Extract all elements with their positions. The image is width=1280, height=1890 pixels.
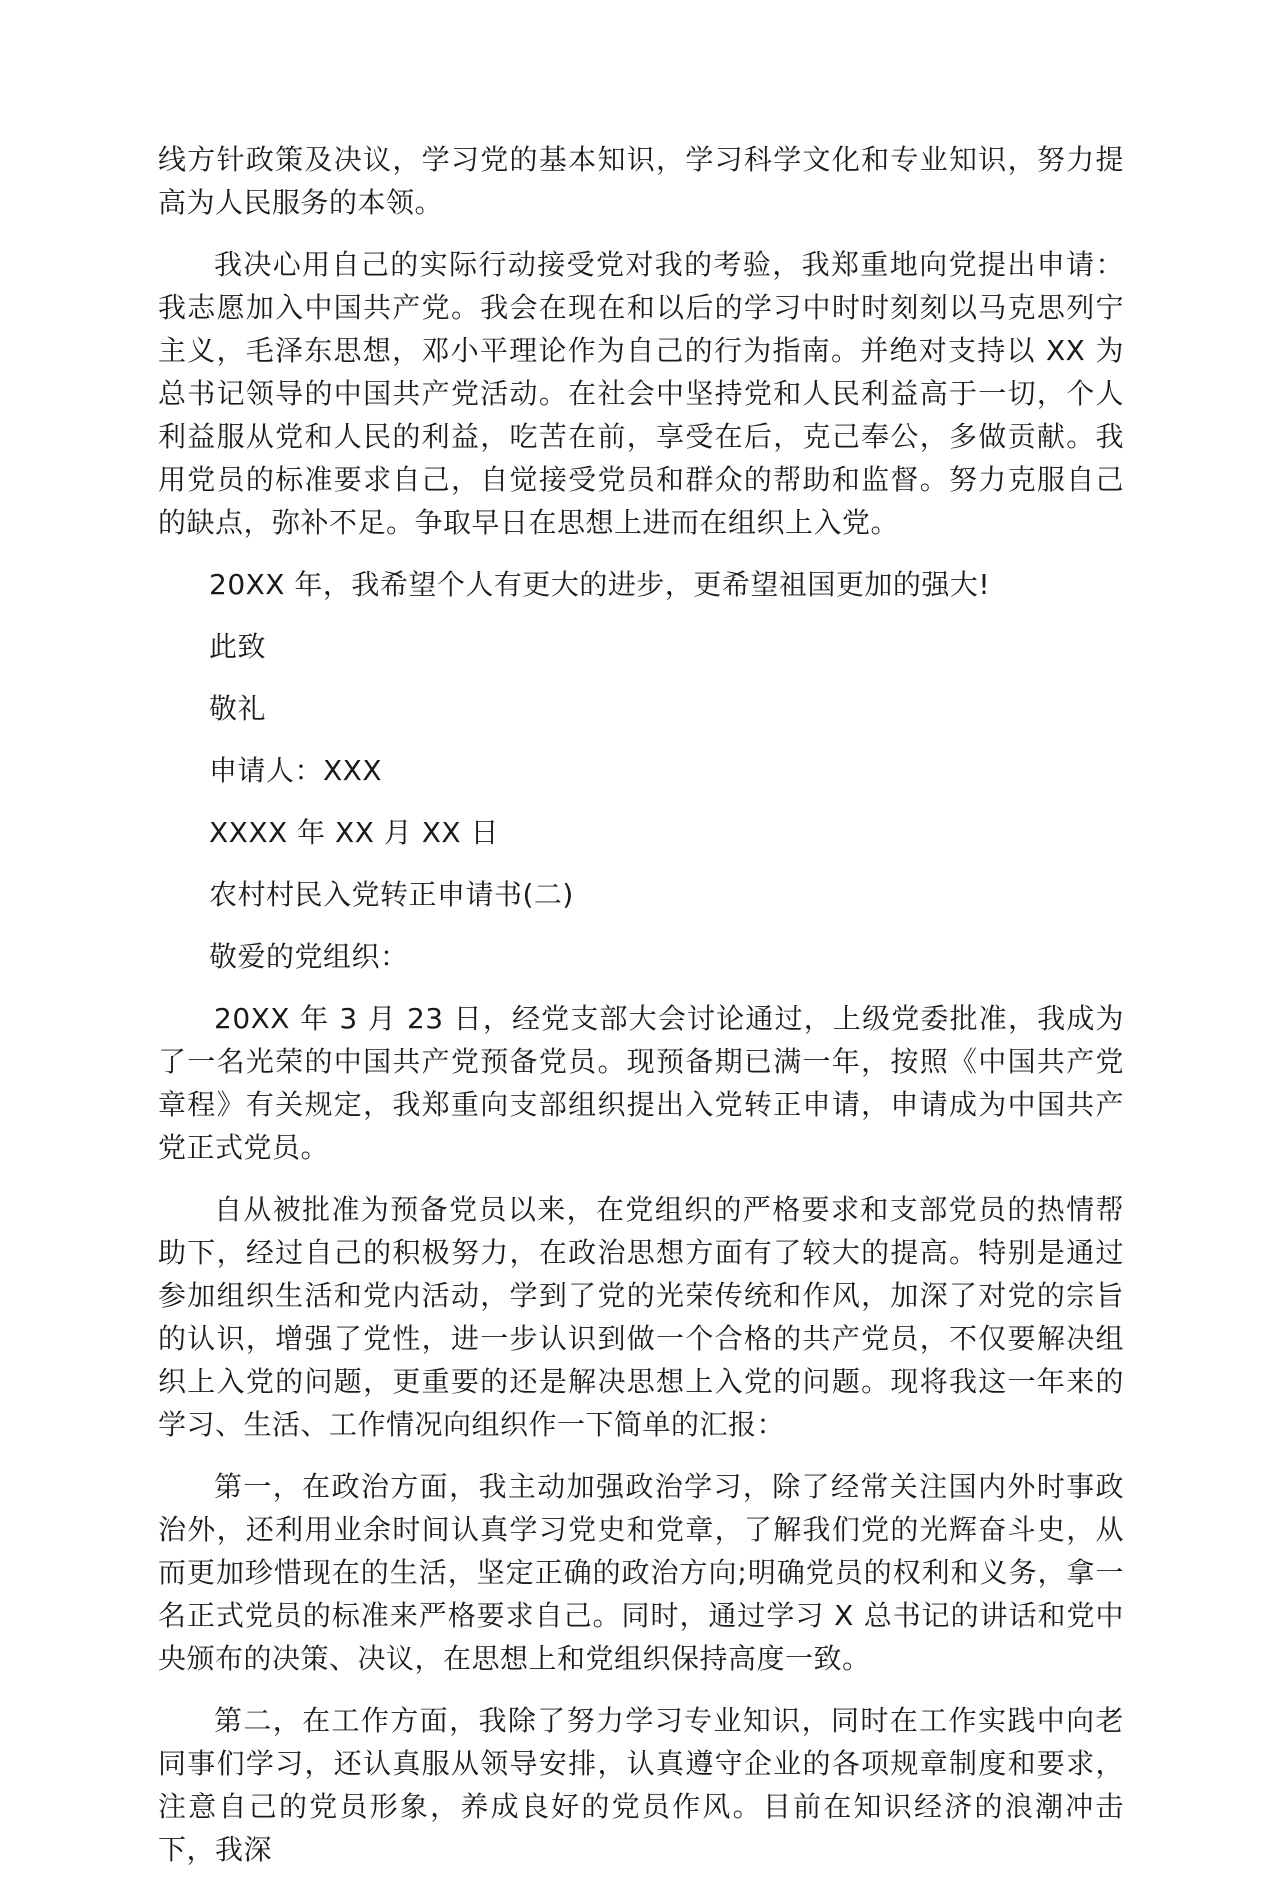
- paragraph-admission: 20XX 年 3 月 23 日，经党支部大会讨论通过，上级党委批准，我成为了一名光荣的中国共产党预备党员。现预备期已满一年，按照《中国共产党章程》有关规定，我郑重向支部组织提出入党转正申请，申请成为中国共产党正式党员。: [158, 1002, 1124, 1164]
- greeting: 敬爱的党组织：: [209, 940, 409, 973]
- closing-regards: 敬礼: [209, 692, 267, 725]
- document-page: [158, 138, 1124, 1890]
- paragraph-progress: 自从被批准为预备党员以来，在党组织的严格要求和支部党员的热情帮助下，经过自己的积极努力，在政治思想方面有了较大的提高。特别是通过参加组织生活和党内活动，学到了党的光荣传统和作风，加深了对党的宗旨的认识，增强了党性，进一步认识到做一个合格的共产党员，不仅要解决组织上入党的问题，更重要的还是解决思想上入党的问题。现将我这一年来的学习、生活、工作情况向组织作一下简单的汇报：: [158, 1193, 1124, 1441]
- paragraph-politics: 第一，在政治方面，我主动加强政治学习，除了经常关注国内外时事政治外，还利用业余时间认真学习党史和党章，了解我们党的光辉奋斗史，从而更加珍惜现在的生活，坚定正确的政治方向;明确党员的权利和义务，拿一名正式党员的标准来严格要求自己。同时，通过学习 X 总书记的讲话和党中央颁布的决策、决议，在思想上和党组织保持高度一致。: [158, 1470, 1124, 1675]
- applicant-name: 申请人：XXX: [209, 754, 383, 787]
- paragraph-work: 第二，在工作方面，我除了努力学习专业知识，同时在工作实践中向老同事们学习，还认真服从领导安排，认真遵守企业的各项规章制度和要求，注意自己的党员形象，养成良好的党员作风。目前在知识经济的浪潮冲击下，我深: [158, 1704, 1124, 1866]
- paragraph-resolution: 我决心用自己的实际行动接受党对我的考验，我郑重地向党提出申请：我志愿加入中国共产党。我会在现在和以后的学习中时时刻刻以马克思列宁主义，毛泽东思想，邓小平理论作为自己的行为指南。并绝对支持以 XX 为总书记领导的中国共产党活动。在社会中坚持党和人民利益高于一切，个人利益服从党和人民的利益，吃苦在前，享受在后，克己奉公，多做贡献。我用党员的标准要求自己，自觉接受党员和群众的帮助和监督。努力克服自己的缺点，弥补不足。争取早日在思想上进而在组织上入党。: [158, 248, 1124, 539]
- letter-date: XXXX 年 XX 月 XX 日: [209, 816, 499, 849]
- paragraph-wish: 20XX 年，我希望个人有更大的进步，更希望祖国更加的强大!: [209, 568, 991, 601]
- closing-salutation: 此致: [209, 630, 267, 663]
- section-title: 农村村民入党转正申请书(二): [209, 878, 574, 911]
- paragraph-continuation: 线方针政策及决议，学习党的基本知识，学习科学文化和专业知识，努力提高为人民服务的本领。: [158, 143, 1124, 219]
